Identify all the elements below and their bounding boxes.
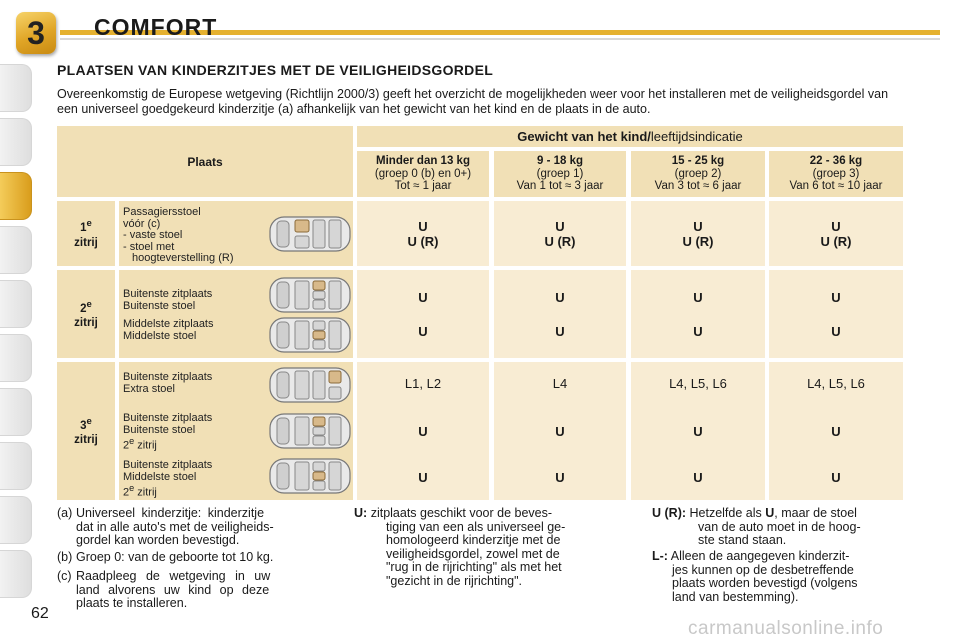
footnote-ur [652,507,907,548]
seat-desc-line: - vaste stoel [123,229,183,241]
footnote-line: jes kunnen op de desbetreffende [672,562,854,577]
seat-desc-line: Middelste stoel [123,470,197,483]
cell-value: L4 [552,376,568,391]
car-seat-diagram-icon [269,316,351,354]
row-1-cell-4 [769,201,903,266]
footnote-line: , maar de stoel [774,506,857,520]
row-label-3 [57,362,115,500]
cell-value: U (R) [407,233,439,249]
footnote-line: homologeerd kinderzitje met de [386,533,561,547]
seat-desc-sup: e [129,483,135,493]
seat-desc-line [123,436,212,452]
chapter-tab-6[interactable] [0,334,32,382]
section-title: COMFORT [94,14,218,40]
weight-header [517,129,742,144]
chapter-number: 3 [27,15,45,51]
footnote-label: L-: [652,549,668,563]
column-age: Van 6 tot ≈ 10 jaar [789,180,883,193]
footnote-line: tiging van een als universeel ge- [386,519,566,534]
footnote-label: (c) [57,569,72,583]
row-number-2 [80,297,92,317]
row-3-cell-2 [494,362,626,500]
column-weight: 9 - 18 kg [536,155,584,168]
seat-description [123,460,212,499]
cell-value: U [831,290,841,305]
column-header-1 [357,151,489,197]
seat-desc-rest: zitrij [134,439,157,452]
page-header [0,0,960,52]
footnote-line: plaats te installeren. [76,596,188,610]
cell-value: U [418,290,428,305]
row-label-text: zitrij [74,317,98,330]
row-number-3 [80,414,92,434]
row-2-cell-3 [631,270,765,358]
row-sup: e [86,218,92,230]
seat-description [123,319,214,342]
footnote-line: van de auto moet in de hoog- [698,519,861,534]
footnote-line: veiligheidsgordel, zowel met de [386,546,560,561]
cell-value: U [693,470,703,485]
row-number-1 [80,216,92,236]
cell-value: U [693,324,703,339]
seat-desc-line [123,483,212,499]
column-weight: Minder dan 13 kg [376,155,470,168]
footnote-line: land alvorens uw kind op deze [76,582,270,597]
row-label-text: zitrij [74,434,98,447]
seat-desc-rest: zitrij [134,486,157,499]
footnote-line: Groep 0: van de geboorte tot 10 kg. [76,550,274,564]
seat-desc-sup: e [129,436,135,446]
seat-desc-line: - stoel met [123,240,175,253]
cell-value: U [418,424,428,439]
cell-value: U (R) [544,233,576,249]
car-seat-diagram-icon [269,276,351,314]
footnote-u [354,507,610,588]
footnote-a [57,507,312,548]
seat-desc-line: vóór (c) [123,217,161,230]
column-age: Tot ≈ 1 jaar [394,180,452,193]
footnote-line: land van bestemming). [672,589,799,604]
footnote-label: U: [354,506,368,520]
footnote-line: dat in alle auto's met de veiligheids- [76,519,274,534]
row-1-seat-cell [119,201,353,266]
row-num: 3 [80,419,87,432]
footnote-line: ste stand staan. [698,533,787,547]
column-age: Van 3 tot ≈ 6 jaar [654,180,742,193]
footnote-label: U (R): [652,506,687,520]
place-header-cell [57,126,353,197]
column-weight: 22 - 36 kg [809,155,863,168]
chapter-tab-7[interactable] [0,388,32,436]
seat-desc-line: Buitenste zitplaats [123,288,213,300]
chapter-tab-1[interactable] [0,64,32,112]
cell-value: U [555,218,565,234]
cell-value: U [555,324,565,339]
seat-desc-line: hoogteverstelling (R) [132,252,234,264]
column-group: (groep 1) [536,167,584,180]
chapter-tab-5[interactable] [0,280,32,328]
seat-desc-line: Buitenste zitplaats [123,371,213,383]
car-seat-diagram-icon [269,412,351,450]
seat-desc-line: Extra stoel [123,382,175,395]
row-2-cell-4 [769,270,903,358]
chapter-tab-8[interactable] [0,442,32,490]
row-2-seat-cell [119,270,353,358]
seat-description [123,207,234,265]
seat-desc-line: Buitenste stoel [123,299,196,312]
footnote-b [57,551,312,565]
cell-value: U [418,324,428,339]
cell-value: U (R) [820,233,852,249]
row-label-1 [57,201,115,266]
footnote-line: Hetzelfde als [689,506,766,520]
seat-desc-line: Buitenste zitplaats [123,412,213,424]
footnote-line: "gezicht in de rijrichting". [386,573,523,588]
cell-value: U (R) [682,233,714,249]
cell-value: U [831,324,841,339]
weight-header-cell [357,126,903,147]
row-num: 1 [80,221,87,234]
column-header-2 [494,151,626,197]
row-num: 2 [80,302,87,315]
seat-desc-line: Buitenste zitplaats [123,459,213,471]
row-1-cell-1 [357,201,489,266]
column-group: (groep 3) [812,167,860,180]
seat-desc-line: Buitenste stoel [123,423,196,436]
column-group: (groep 0 (b) en 0+) [374,167,472,180]
column-header-4 [769,151,903,197]
cell-value: U [693,290,703,305]
footnote-line: gordel kan worden bevestigd. [76,533,240,547]
seat-description [123,413,212,452]
cell-value: L1, L2 [404,376,442,391]
watermark: carmanualsonline.info [688,618,884,639]
cell-value: U [693,424,703,439]
footnote-line: zitplaats geschikt voor de beves- [370,506,553,520]
footnote-bold: U [765,506,775,520]
row-label-2 [57,270,115,358]
row-3-cell-4 [769,362,903,500]
footnote-line: Universeel kinderzitje: kinderzitje [76,506,265,520]
seat-description [123,289,212,312]
cell-value: U [693,218,703,234]
row-1-cell-3 [631,201,765,266]
place-header: Plaats [187,154,223,169]
column-weight: 15 - 25 kg [671,155,725,168]
column-group: (groep 2) [674,167,722,180]
footnote-label: (b) [57,550,73,564]
cell-value: L4, L5, L6 [669,376,727,391]
seat-desc-line: Middelste zitplaats [123,318,214,330]
seat-desc-num: 2 [123,486,130,499]
chapter-tab-9[interactable] [0,496,32,544]
weight-header-bold: Gewicht van het kind/ [517,129,651,144]
chapter-tab-3-active[interactable] [0,172,32,220]
column-header-3 [631,151,765,197]
footnote-line: plaats worden bevestigd (volgens [672,576,858,590]
cell-value: U [831,424,841,439]
seat-desc-line: Passagiersstoel [123,206,201,218]
footnote-line: Alleen de aangegeven kinderzit- [670,549,850,563]
cell-value: U [418,218,428,234]
row-2-cell-2 [494,270,626,358]
row-3-cell-1 [357,362,489,500]
cell-value: U [555,424,565,439]
cell-value: U [555,290,565,305]
footnote-line: "rug in de rijrichting" als met het [386,560,562,574]
footnote-line: Raadpleeg de wetgeving in uw [76,569,271,583]
row-2-cell-1 [357,270,489,358]
column-age: Van 1 tot ≈ 3 jaar [516,180,604,193]
seat-desc-line: Middelste stoel [123,329,197,342]
car-seat-diagram-icon [269,215,351,253]
footnote-label: (a) [57,506,73,520]
intro-paragraph: Overeenkomstig de Europese wetgeving (Richtlijn 2000/3) geeft het overzicht de mogelijkheden weer voor het installeren met de veiligheidsgordel van een universeel goedgekeurd kinderzitje (a) afhankelijk van het gewicht van het kind en de plaats in de auto. [57,87,889,116]
row-3-seat-cell [119,362,353,500]
page-number: 62 [31,605,49,622]
car-seat-diagram-icon [269,366,351,404]
row-1-cell-2 [494,201,626,266]
chapter-tab-10[interactable] [0,550,32,598]
row-sup: e [86,415,92,427]
row-sup: e [86,298,92,310]
document-title: PLAATSEN VAN KINDERZITJES MET DE VEILIGHEIDSGORDEL [57,62,494,78]
seat-description [123,372,212,395]
seat-desc-num: 2 [123,439,130,452]
chapter-tab-2[interactable] [0,118,32,166]
footnote-l [652,550,907,604]
weight-header-rest: leeftijdsindicatie [650,129,743,144]
cell-value: U [555,470,565,485]
chapter-badge [16,12,56,54]
row-3-cell-3 [631,362,765,500]
cell-value: U [831,218,841,234]
cell-value: L4, L5, L6 [807,376,865,391]
cell-value: U [831,470,841,485]
car-seat-diagram-icon [269,457,351,495]
row-label-text: zitrij [74,236,98,249]
cell-value: U [418,470,428,485]
footnote-c [57,570,312,611]
chapter-tab-4[interactable] [0,226,32,274]
